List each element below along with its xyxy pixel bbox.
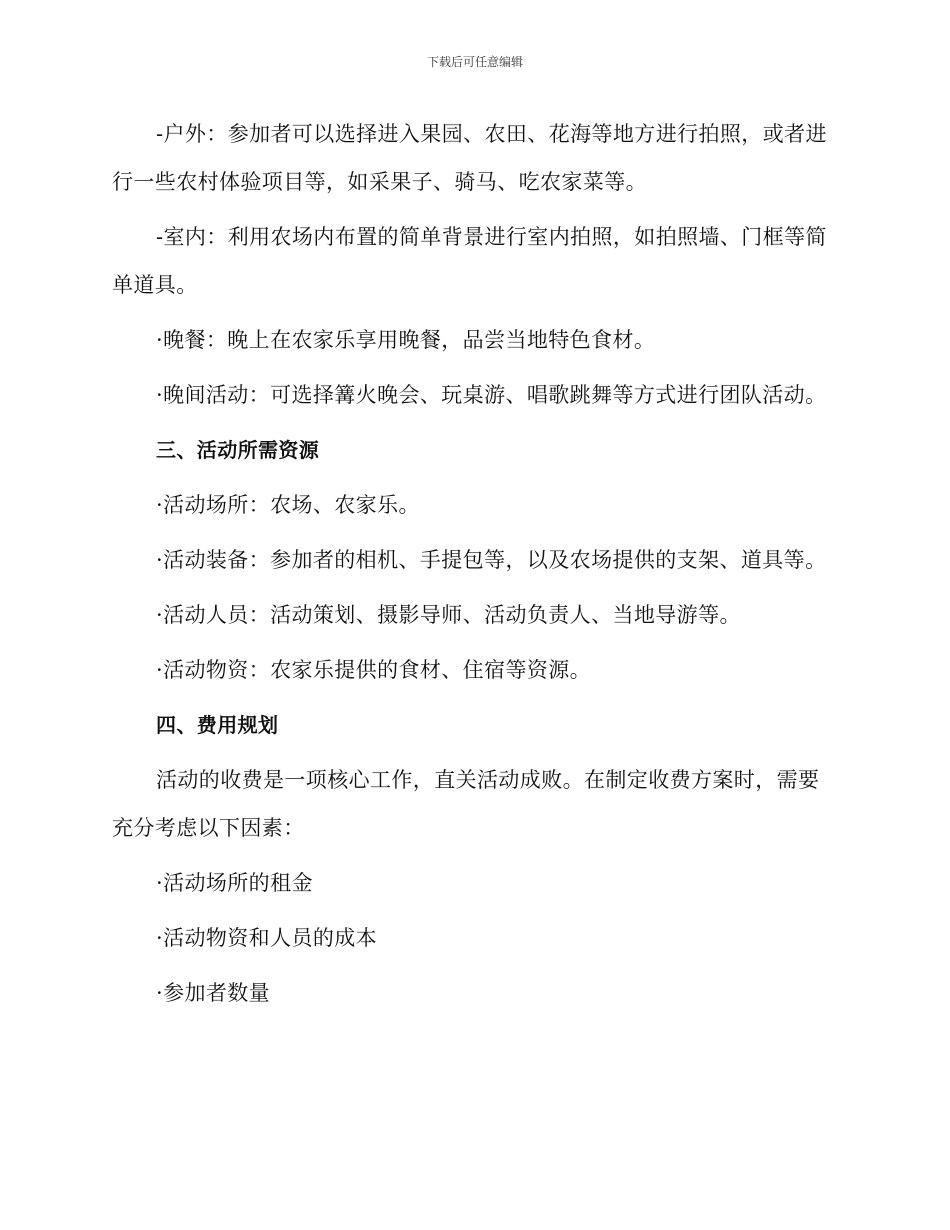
section-heading-resources: 三、活动所需资源 — [156, 438, 320, 462]
document-body — [112, 110, 832, 1024]
paragraph-evening-activity: ·晚间活动：可选择篝火晚会、玩桌游、唱歌跳舞等方式进行团队活动。 — [156, 383, 827, 407]
paragraph-equipment: ·活动装备：参加者的相机、手提包等，以及农场提供的支架、道具等。 — [156, 548, 827, 572]
paragraph-supplies: ·活动物资：农家乐提供的食材、住宿等资源。 — [156, 658, 592, 682]
section-heading-budget: 四、费用规划 — [156, 713, 279, 737]
paragraph-staff: ·活动人员：活动策划、摄影导师、活动负责人、当地导游等。 — [156, 603, 741, 627]
paragraph-participant-count: ·参加者数量 — [156, 981, 271, 1005]
paragraph-indoor: -室内：利用农场内布置的简单背景进行室内拍照，如拍照墙、门框等简单道具。 — [112, 225, 827, 297]
paragraph-supply-staff-cost: ·活动物资和人员的成本 — [156, 926, 378, 950]
paragraph-venue-rent: ·活动场所的租金 — [156, 871, 313, 895]
paragraph-dinner: ·晚餐：晚上在农家乐享用晚餐，品尝当地特色食材。 — [156, 328, 656, 352]
paragraph-outdoor: -户外：参加者可以选择进入果园、农田、花海等地方进行拍照，或者进行一些农村体验项目等，如采果子、骑马、吃农家菜等。 — [112, 122, 827, 194]
paragraph-venue: ·活动场所：农场、农家乐。 — [156, 493, 420, 517]
paragraph-fee-intro: 活动的收费是一项核心工作，直关活动成败。在制定收费方案时，需要充分考虑以下因素： — [112, 768, 820, 840]
page-header: 下载后可任意编辑 — [426, 55, 523, 69]
